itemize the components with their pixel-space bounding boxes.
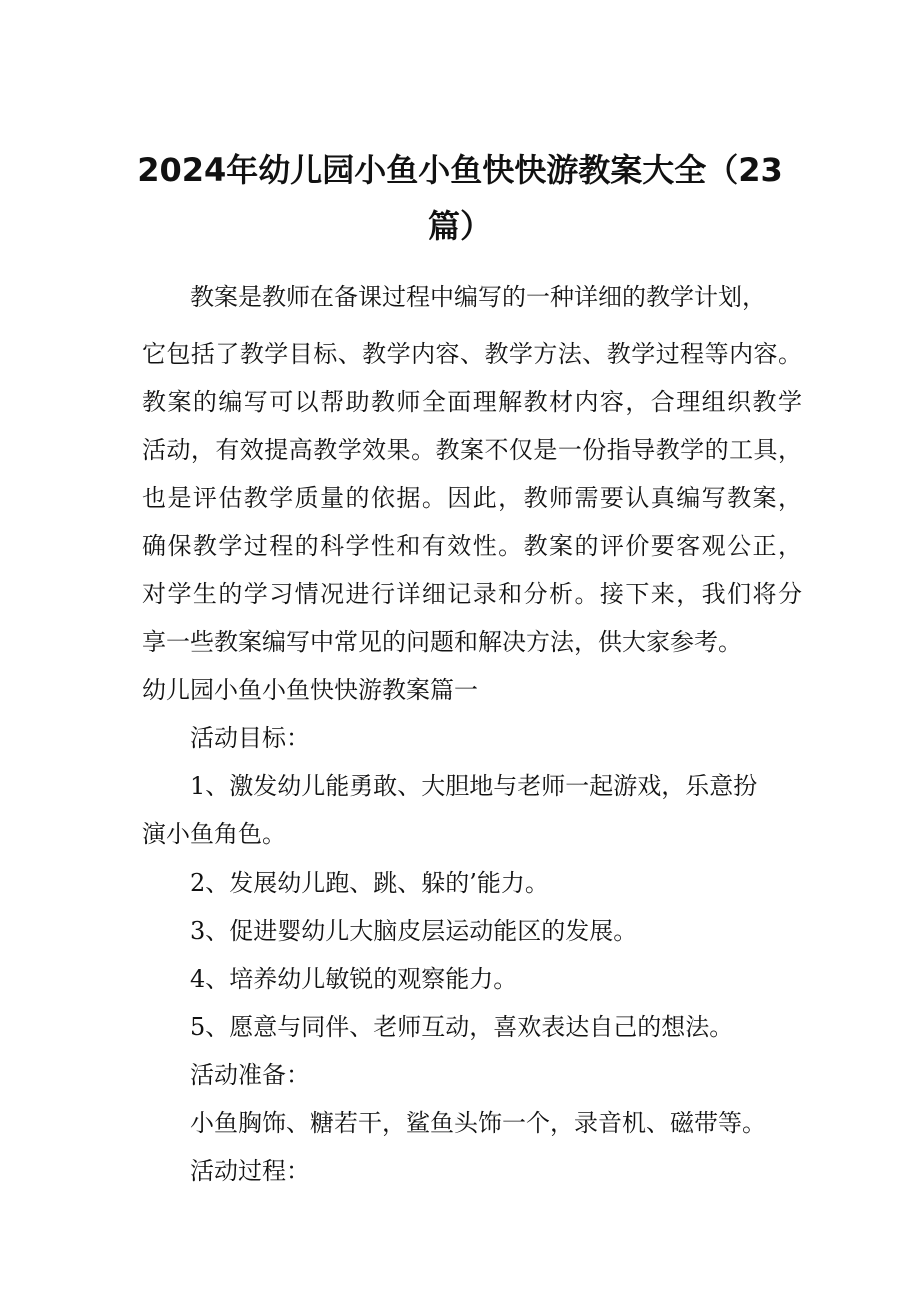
intro-line: 教案是教师在备课过程中编写的一种详细的教学计划， [190,283,766,311]
goals-label: 活动目标： [190,724,310,752]
document-title: 2024年幼儿园小鱼小鱼快快游教案大全（23篇） [137,151,783,245]
section-heading: 幼儿园小鱼小鱼快快游教案篇一 [142,676,478,704]
goal-item: 2、发展幼儿跑、跳、躲的’能力。 [190,869,549,897]
process-label: 活动过程： [190,1157,310,1185]
intro-line: 对学生的学习情况进行详细记录和分析。接下来，我们将分 [142,580,802,608]
intro-line: 也是评估教学质量的依据。因此，教师需要认真编写教案， [142,484,802,512]
goal-item: 4、培养幼儿敏锐的观察能力。 [190,965,518,993]
intro-line: 它包括了教学目标、教学内容、教学方法、教学过程等内容。 [142,340,802,368]
goal-item: 1、激发幼儿能勇敢、大胆地与老师一起游戏，乐意扮 [190,772,758,800]
prep-text: 小鱼胸饰、糖若干，鲨鱼头饰一个，录音机、磁带等。 [190,1109,766,1137]
prep-label: 活动准备： [190,1061,310,1089]
intro-line: 享一些教案编写中常见的问题和解决方法，供大家参考。 [142,628,742,656]
intro-line: 教案的编写可以帮助教师全面理解教材内容，合理组织教学 [142,388,802,416]
intro-line: 活动，有效提高教学效果。教案不仅是一份指导教学的工具， [142,436,802,464]
intro-line: 确保教学过程的科学性和有效性。教案的评价要客观公正， [142,532,802,560]
goal-item-continued: 演小鱼角色。 [142,820,286,848]
goal-item: 5、愿意与同伴、老师互动，喜欢表达自己的想法。 [190,1013,734,1041]
goal-item: 3、促进婴幼儿大脑皮层运动能区的发展。 [190,917,638,945]
